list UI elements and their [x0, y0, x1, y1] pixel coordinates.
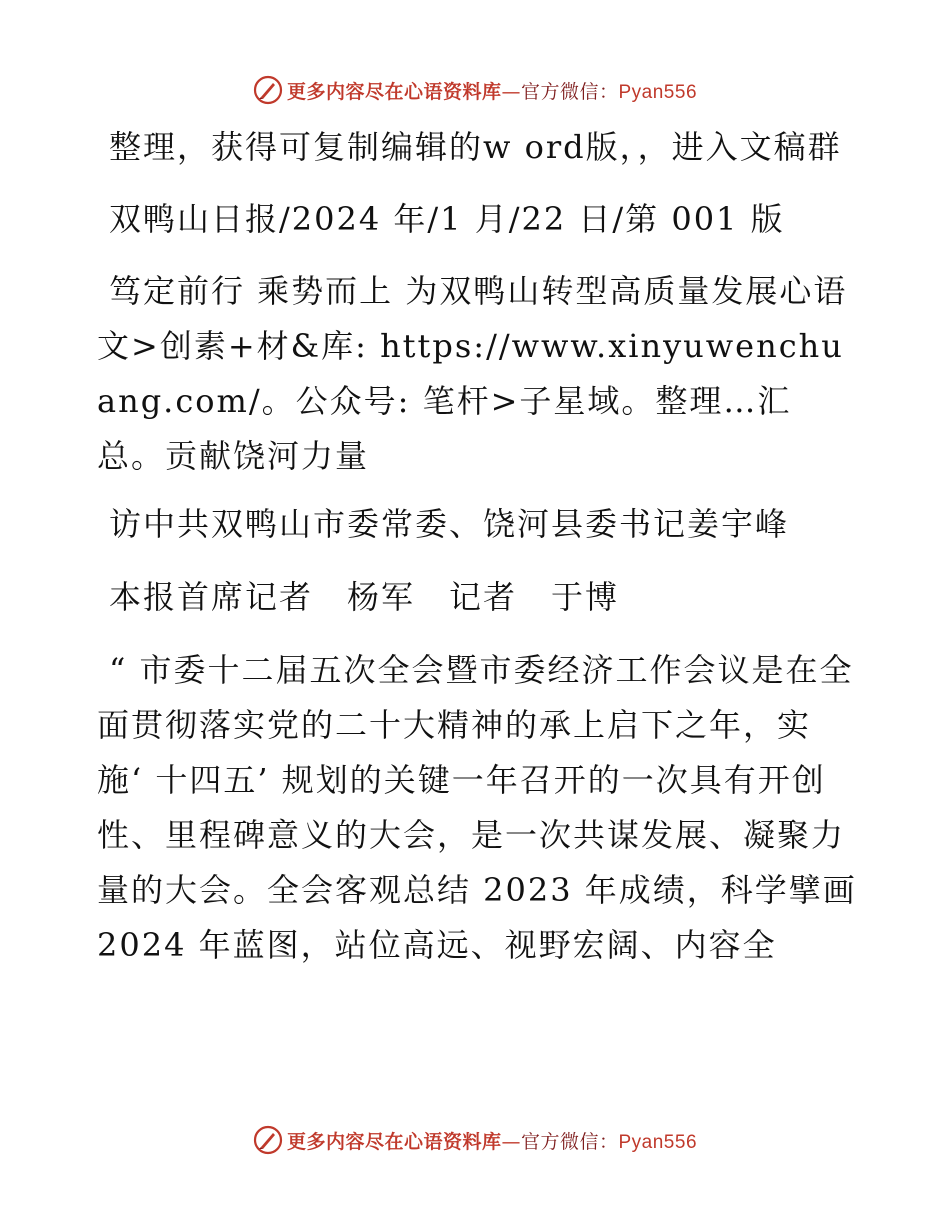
quill-logo-icon — [253, 1125, 283, 1155]
header-watermark — [0, 70, 950, 110]
source-line: 双鸭山日报/2024 年/1 月/22 日/第 001 版 — [109, 200, 785, 238]
watermark-text: 更多内容尽在心语资料库—官方微信：Pyan556 — [286, 1130, 698, 1153]
body-paragraph: “ 市委十二届五次全会暨市委经济工作会议是在全面贯彻落实党的二十大精神的承上启下之年，实施‘ 十四五’ 规划的关键一年召开的一次具有开创性、里程碑意义的大会，是一次共谋发展、凝聚力量的大会。全会客观总结 2023 年成绩，科学擘画 2024 年蓝图，站位高远、视野宏阔、内容全 — [97, 651, 857, 964]
article-subtitle: 访中共双鸭山市委常委、饶河县委书记姜宇峰 — [109, 505, 790, 543]
intro-paragraph: 整理，获得可复制编辑的w ord版，，进入文稿群 — [109, 128, 842, 166]
quill-logo-icon — [253, 75, 283, 105]
byline: 本报首席记者 杨军 记者 于博 — [109, 578, 620, 616]
article-title: 笃定前行 乘势而上 为双鸭山转型高质量发展心语文>创素+材&库: https://www.xinyuwenchuang.com/。公众号: 笔杆>子星域。整理…汇总。贡献饶河力量 — [97, 272, 848, 475]
footer-watermark — [0, 1120, 950, 1160]
watermark-text: 更多内容尽在心语资料库—官方微信：Pyan556 — [286, 80, 698, 103]
document-body — [97, 120, 857, 973]
